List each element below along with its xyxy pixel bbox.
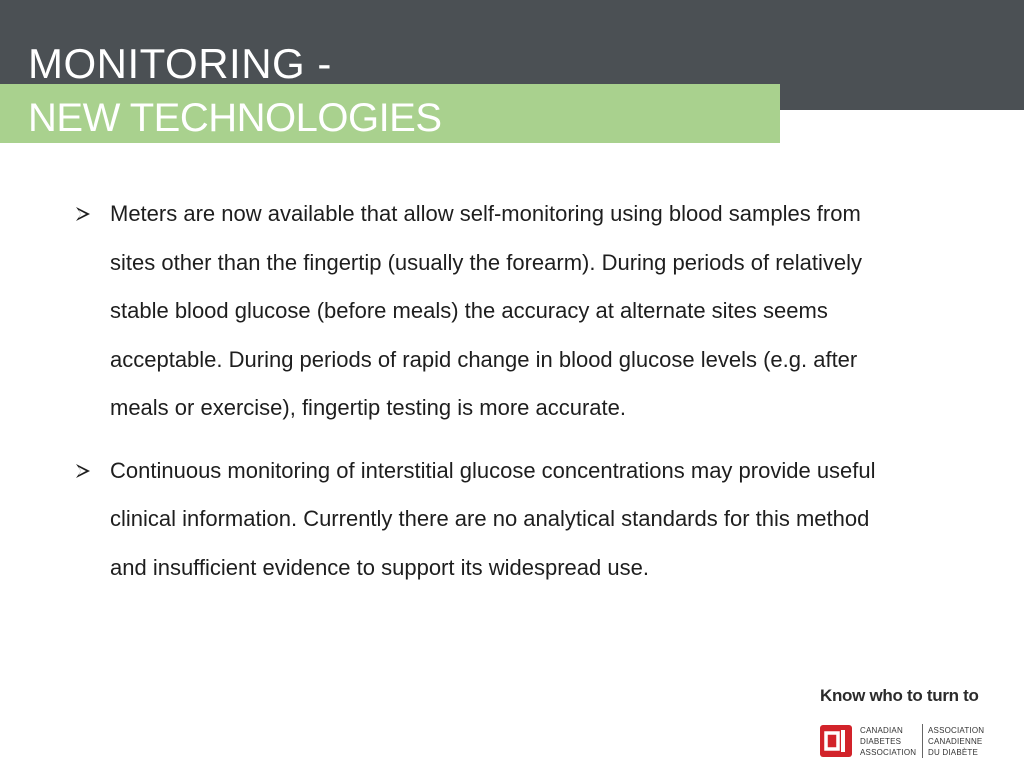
- arrowhead-bullet-icon: [74, 190, 98, 238]
- footer-tagline: Know who to turn to: [820, 686, 979, 705]
- bullet-text: Meters are now available that allow self-monitoring using blood samples from sites other than the fingertip (usually the forearm). During periods of relatively stable blood glucose (before meals) the accuracy at alternate sites seems acceptable. During periods of rapid change in blood glucose levels (e.g. after meals or exercise), fingertip testing is more accurate.: [110, 201, 863, 420]
- bullet-list: [74, 190, 924, 592]
- logo-text-french: ASSOCIATION CANADIENNE DU DIABÈTE: [928, 726, 985, 757]
- logo-text-english: CANADIAN DIABETES ASSOCIATION: [860, 726, 917, 757]
- arrowhead-bullet-icon: [74, 447, 98, 495]
- cda-logo-icon: [820, 725, 852, 757]
- bullet-item: [74, 190, 924, 433]
- slide-title-line-2: NEW TECHNOLOGIES: [28, 96, 442, 140]
- bullet-text: Continuous monitoring of interstitial glucose concentrations may provide useful clinical information. Currently there are no analytical standards for this method and insufficient evidence to support its widespread use.: [110, 457, 876, 580]
- logo-divider: [922, 724, 923, 758]
- slide-title-line-1: MONITORING -: [28, 40, 332, 87]
- association-logo: [820, 722, 990, 762]
- bullet-item: [74, 447, 924, 593]
